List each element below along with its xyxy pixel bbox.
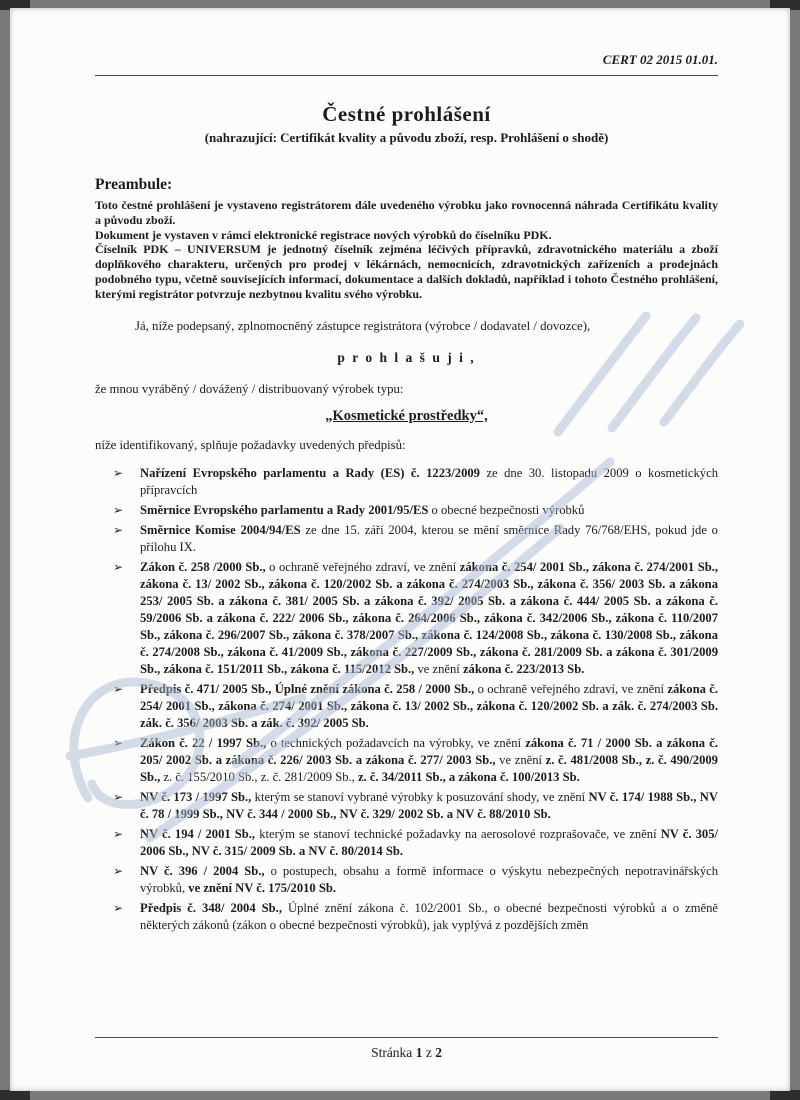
- regulation-item: [113, 826, 718, 860]
- regulation-item: [113, 735, 718, 786]
- document-reference-number: CERT 02 2015 01.01.: [602, 52, 718, 67]
- regulation-item: [113, 502, 718, 519]
- arrow-bullet-icon: ➢: [113, 559, 124, 574]
- regulation-text-segment: o postupech, obsahu a formě informace o výskytu nebezpečných nepotravinářských výrobků,: [140, 863, 719, 895]
- product-type-intro: že mnou vyráběný / dovážený / distribuovaný výrobek typu:: [95, 381, 404, 396]
- arrow-bullet-icon: ➢: [113, 681, 124, 696]
- regulation-text-segment: Předpis č. 348/ 2004 Sb.,: [140, 900, 282, 915]
- regulation-item: [113, 522, 718, 556]
- regulation-text-segment: Zákon č. 22 / 1997 Sb.,: [140, 735, 267, 750]
- preamble-heading: Preambule:: [95, 176, 173, 193]
- footer-text-segment: 2: [435, 1045, 442, 1060]
- declaration-intro: Já, níže podepsaný, zplnomocněný zástupce registrátora (výrobce / dodavatel / dovozce),: [135, 318, 591, 333]
- footer-text-segment: 1: [415, 1045, 423, 1060]
- regulation-item: [113, 900, 718, 934]
- regulation-text-segment: Předpis č. 471/ 2005 Sb., Úplné znění zákona č. 258 / 2000 Sb.,: [140, 681, 475, 696]
- regulation-text-segment: o ochraně veřejného zdraví, ve znění: [474, 681, 668, 696]
- regulation-text-segment: NV č. 174/ 1988 Sb., NV č. 78 / 1999 Sb., NV č. 344 / 2000 Sb., NV č. 329/ 2002 Sb. a NV č. 88/2010 Sb.: [140, 789, 718, 821]
- regulation-text-segment: ze dne 15. září 2004, kterou se mění směrnice Rady 76/768/EHS, pokud jde o přílohu IX.: [140, 522, 718, 554]
- document-title: Čestné prohlášení: [322, 102, 491, 126]
- regulations-list-intro: níže identifikovaný, splňuje požadavky uvedených předpisů:: [95, 437, 406, 452]
- preamble-paragraphs: [95, 198, 718, 302]
- regulation-text-segment: Úplné znění zákona č. 102/2001 Sb., o obecné bezpečnosti výrobků a o změně některých zákonů (zákon o obecné bezpečnosti výrobků), jak vyplývá z pozdějších změn: [140, 900, 718, 932]
- regulation-text-segment: Směrnice Evropského parlamentu a Rady 2001/95/ES: [140, 502, 429, 517]
- regulation-text-segment: ve znění NV č. 175/2010 Sb.: [188, 880, 337, 895]
- document-content: [95, 8, 718, 1091]
- footer-text-segment: Stránka: [371, 1045, 416, 1060]
- regulation-text-segment: NV č. 194 / 2001 Sb.,: [140, 826, 256, 841]
- arrow-bullet-icon: ➢: [113, 826, 124, 841]
- regulation-text-segment: NV č. 305/ 2006 Sb., NV č. 315/ 2009 Sb. a NV č. 80/2014 Sb.: [140, 826, 718, 858]
- preamble-paragraph: Toto čestné prohlášení je vystaveno registrátorem dále uvedeného výrobku jako rovnocenná náhrada Certifikátu kvality a původu zboží.: [95, 198, 718, 227]
- arrow-bullet-icon: ➢: [113, 522, 124, 537]
- regulation-text-segment: Zákon č. 258 /2000 Sb.,: [140, 559, 266, 574]
- regulation-text-segment: z. č. 155/2010 Sb., z. č. 281/2009 Sb.,: [160, 769, 358, 784]
- arrow-bullet-icon: ➢: [113, 502, 124, 517]
- footer-text-segment: z: [422, 1045, 436, 1060]
- regulation-text-segment: ve znění: [414, 661, 463, 676]
- regulation-text-segment: zákona č. 71 / 2000 Sb. a zákona č. 205/ 2002 Sb. a zákona č. 226/ 2003 Sb. a zákona č. 277/ 2003 Sb.,: [140, 735, 718, 767]
- declaration-word: p r o h l a š u j i ,: [337, 349, 476, 365]
- scan-corner-artifact: [0, 1090, 30, 1100]
- regulation-text-segment: kterým se stanoví vybrané výrobky k posuzování shody, ve znění: [251, 789, 589, 804]
- arrow-bullet-icon: ➢: [113, 900, 124, 915]
- regulation-text-segment: Směrnice Komise 2004/94/ES: [140, 522, 301, 537]
- regulation-text-segment: ve znění: [495, 752, 546, 767]
- regulation-text-segment: Nařízení Evropského parlamentu a Rady (ES) č. 1223/2009: [140, 465, 480, 480]
- regulation-text-segment: zákona č. 254/ 2001 Sb., zákona č. 274/ 2001 Sb., zákona č. 13/ 2002 Sb., zákona č. 120/2002 Sb. a zák. č. 274/2003 Sb. zák. č. 356/ 2003 Sb. a zák. č. 392/ 2005 Sb.: [140, 681, 718, 730]
- footer-page-number: [371, 1045, 442, 1060]
- regulation-item: [113, 681, 718, 732]
- regulation-item: [113, 789, 718, 823]
- regulations-list: [113, 465, 718, 934]
- document-subtitle: (nahrazující: Certifikát kvality a původu zboží, resp. Prohlášení o shodě): [204, 130, 609, 145]
- regulation-text-segment: o obecné bezpečnosti výrobků: [428, 502, 585, 517]
- regulation-item: [113, 465, 718, 499]
- regulation-text-segment: z. č. 34/2011 Sb., a zákona č. 100/2013 Sb.: [357, 769, 580, 784]
- preamble-paragraph: Číselník PDK – UNIVERSUM je jednotný číselník zejména léčivých přípravků, zdravotnického materiálu a zboží doplňkového charakteru, určených pro prodej v lékárnách, nemocnicích, zdravotnických zařízeních a prodejnách podobného typu, včetně souvisejících informací, dokumentace a dalších dokladů, například i tohoto Čestného prohlášení, kterými registrátor potvrzuje nezbytnou kvalitu svého výrobku.: [95, 242, 718, 301]
- arrow-bullet-icon: ➢: [113, 789, 124, 804]
- regulation-text-segment: kterým se stanoví technické požadavky na aerosolové rozprašovače, ve znění: [255, 826, 661, 841]
- header-divider: [95, 75, 718, 76]
- regulation-text-segment: ze dne 30. listopadu 2009 o kosmetických přípravcích: [140, 465, 718, 497]
- arrow-bullet-icon: ➢: [113, 735, 124, 750]
- product-type: „Kosmetické prostředky“,: [325, 407, 488, 424]
- regulation-item: [113, 559, 718, 678]
- scanned-document-page: [10, 8, 790, 1091]
- regulation-text-segment: o technických požadavcích na výrobky, ve znění: [266, 735, 526, 750]
- scan-corner-artifact: [770, 1090, 800, 1100]
- regulation-text-segment: o ochraně veřejného zdraví, ve znění: [265, 559, 460, 574]
- regulation-text-segment: NV č. 173 / 1997 Sb.,: [140, 789, 252, 804]
- arrow-bullet-icon: ➢: [113, 465, 124, 480]
- regulation-text-segment: z. č. 481/2008 Sb., z. č. 490/2009 Sb.,: [140, 752, 718, 784]
- regulation-text-segment: NV č. 396 / 2004 Sb.,: [140, 863, 265, 878]
- regulation-text-segment: zákona č. 254/ 2001 Sb., zákona č. 274/2001 Sb., zákona č. 13/ 2002 Sb., zákona č. 120/2002 Sb. a zákona č. 274/2003 Sb., zákona č. 356/ 2003 Sb. a zákona 253/ 2005 Sb. a zákona č. 381/ 2005 Sb. a zákona č. 392/ 2005 Sb. a zákona č. 444/ 2005 Sb. a zákona č. 59/2006 Sb. a zákona č. 222/ 2006 Sb., zákona č. 264/2006 Sb., zákona č. 342/2006 Sb., zákona č. 110/2007 Sb., zákona č. 296/2007 Sb., zákona č. 378/2007 Sb., zákona č. 124/2008 Sb., zákona č. 130/2008 Sb., zákona č. 274/2008 Sb., zákona č. 41/2009 Sb., zákona č. 227/2009 Sb., zákona č. 281/2009 Sb. a zákona č. 301/2009 Sb., zákona č. 151/2011 Sb., zákona č. 115/2012 Sb.,: [140, 559, 718, 676]
- arrow-bullet-icon: ➢: [113, 863, 124, 878]
- regulation-item: [113, 863, 718, 897]
- regulation-text-segment: zákona č. 223/2013 Sb.: [462, 661, 585, 676]
- preamble-paragraph: Dokument je vystaven v rámci elektronické registrace nových výrobků do číselníku PDK.: [95, 227, 552, 242]
- page-footer: [95, 1037, 718, 1061]
